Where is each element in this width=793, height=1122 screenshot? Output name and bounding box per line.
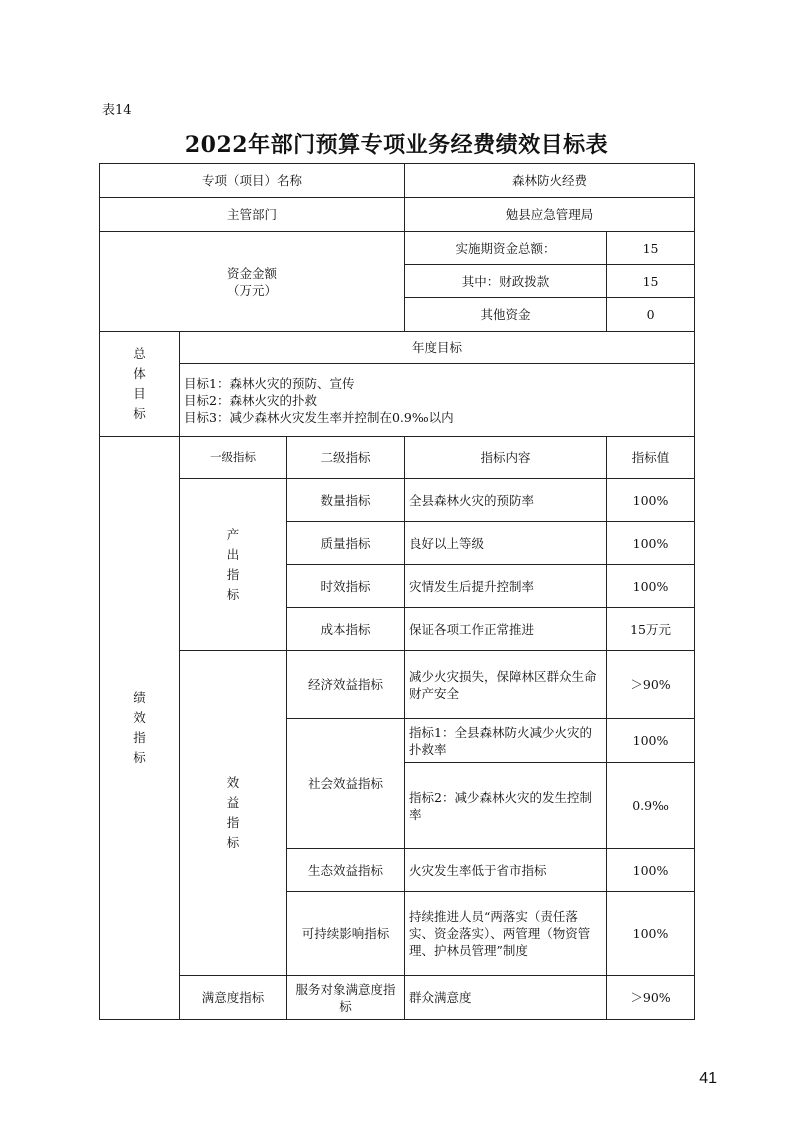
content-cell: 良好以上等级 [405,522,607,565]
funds-fiscal-label: 其中：财政拨款 [405,265,607,298]
level2-cell: 社会效益指标 [287,719,405,849]
level2-cell: 成本指标 [287,608,405,651]
page-title: 2022年部门预算专项业务经费绩效目标表 [184,132,609,158]
annual-goal-header-row [100,332,695,364]
department-row [100,198,695,232]
funds-label-line1: 资金金额 [227,265,278,281]
overall-goal-label [100,332,180,437]
performance-target-table [99,163,695,1020]
value-cell: 100% [607,522,695,565]
level2-cell: 时效指标 [287,565,405,608]
performance-indicator-label [100,437,180,1020]
content-cell: 保证各项工作正常推进 [405,608,607,651]
content-cell: 指标1：全县森林防火减少火灾的扑救率 [405,719,607,763]
department-label: 主管部门 [100,198,405,232]
value-cell: ＞90% [607,651,695,719]
value-cell: 15万元 [607,608,695,651]
header-content: 指标内容 [405,437,607,479]
funds-other-value: 0 [607,298,695,332]
satisfaction-level1: 满意度指标 [180,976,287,1020]
content-cell: 持续推进人员“两落实（责任落实、资金落实）、两管理（物资管理、护林员管理”制度 [405,892,607,976]
funds-total-value: 15 [607,232,695,265]
content-cell: 火灾发生率低于省市指标 [405,849,607,892]
level2-cell: 经济效益指标 [287,651,405,719]
annual-goal-label: 年度目标 [180,332,695,364]
value-cell: 100% [607,849,695,892]
value-cell: 100% [607,892,695,976]
value-cell: 100% [607,565,695,608]
header-level1: 一级指标 [180,437,287,479]
annual-goal-content-row [100,364,695,437]
project-name-value: 森林防火经费 [405,164,695,198]
table-row [100,479,695,522]
level2-cell: 质量指标 [287,522,405,565]
satisfaction-level2: 服务对象满意度指标 [287,976,405,1020]
overall-goal-label-text: 总体目标 [133,346,146,421]
funds-other-label: 其他资金 [405,298,607,332]
header-value: 指标值 [607,437,695,479]
level2-cell: 可持续影响指标 [287,892,405,976]
project-name-row [100,164,695,198]
output-indicator-label-text: 产出指标 [226,526,240,602]
value-cell: 100% [607,719,695,763]
header-level2: 二级指标 [287,437,405,479]
value-cell: 100% [607,479,695,522]
table-row [100,651,695,719]
project-name-label: 专项（项目）名称 [100,164,405,198]
table-row [100,976,695,1020]
content-cell: 指标2：减少森林火灾的发生控制率 [405,763,607,849]
level2-cell: 生态效益指标 [287,849,405,892]
benefit-indicator-label-text: 效益指标 [226,775,240,850]
goal-item-2: 目标2：森林火灾的扑救 [184,392,317,408]
indicator-header-row [100,437,695,479]
level2-cell: 数量指标 [287,479,405,522]
goal-item-1: 目标1：森林火灾的预防、宣传 [184,375,355,391]
satisfaction-value: ＞90% [607,976,695,1020]
page-number: 41 [699,1070,717,1087]
department-value: 勉县应急管理局 [405,198,695,232]
funds-label [100,232,405,332]
goal-item-3: 目标3：减少森林火灾发生率并控制在0.9‰以内 [184,409,454,425]
benefit-indicator-label [180,651,287,976]
content-cell: 全县森林火灾的预防率 [405,479,607,522]
satisfaction-content: 群众满意度 [405,976,607,1020]
funds-fiscal-value: 15 [607,265,695,298]
output-indicator-label [180,479,287,651]
annual-goal-content [180,364,695,437]
value-cell: 0.9‰ [607,763,695,849]
funds-total-label: 实施期资金总额： [405,232,607,265]
table-number: 表14 [102,103,132,118]
content-cell: 减少火灾损失，保障林区群众生命财产安全 [405,651,607,719]
funds-total-row [100,232,695,265]
content-cell: 灾情发生后提升控制率 [405,565,607,608]
performance-indicator-label-text: 绩效指标 [133,690,146,765]
funds-label-line2: （万元） [227,282,278,298]
